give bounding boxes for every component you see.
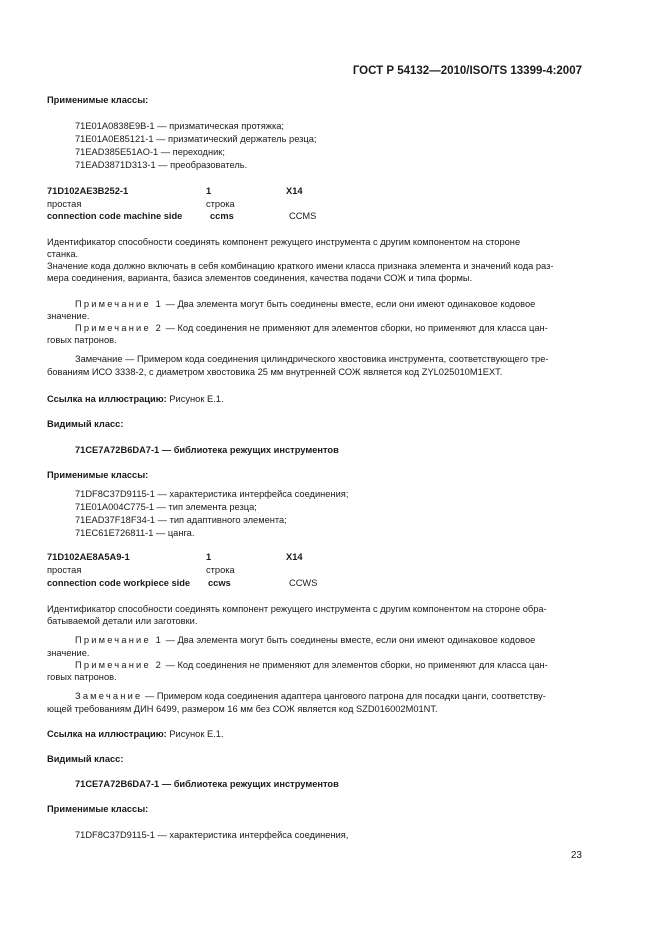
definition-line: мера соединения, варианта, базиса элементов соединения, качества подачи СОЖ и типа формы. xyxy=(47,273,473,283)
remark-text: — Примером кода соединения адаптера цангового патрона для посадки цанги, соответству- xyxy=(144,691,546,701)
property-symbol: CCWS xyxy=(289,578,318,588)
note-label: Примечание 2 xyxy=(75,323,163,333)
applicable-classes-heading: Применимые классы: xyxy=(47,804,149,814)
visible-class-heading: Видимый класс: xyxy=(47,419,124,429)
illustration-reference xyxy=(47,393,224,405)
note-text: — Два элемента могут быть соединены вместе, если они имеют одинаковое кодовое xyxy=(165,299,536,309)
note-1 xyxy=(75,298,535,310)
note-continuation: значение. xyxy=(47,648,90,658)
property-format: X14 xyxy=(286,552,303,562)
remark-label: Замечание xyxy=(75,354,123,364)
property-abbreviation: ccws xyxy=(208,578,231,588)
note-label: Примечание 1 xyxy=(75,635,163,645)
note-label: Примечание 2 xyxy=(75,660,163,670)
remark-text: — Примером кода соединения цилиндрического хвостовика инструмента, соответствующего тре- xyxy=(125,354,549,364)
class-list-item: 71EC61E726811-1 — цанга. xyxy=(75,528,195,538)
reference-value: Рисунок Е.1. xyxy=(169,394,224,404)
property-format: X14 xyxy=(286,186,303,196)
visible-class-heading: Видимый класс: xyxy=(47,754,124,764)
class-list-item: 71EAD37F18F34-1 — тип адаптивного элемента; xyxy=(75,515,287,525)
note-continuation: говых патронов. xyxy=(47,335,117,345)
property-abbreviation: ccms xyxy=(210,211,234,221)
definition-line: Идентификатор способности соединять компонент режущего инструмента с другим компонентом на стороне обра- xyxy=(47,604,547,614)
note-label: Примечание 1 xyxy=(75,299,163,309)
property-symbol: CCMS xyxy=(289,211,317,221)
document-header: ГОСТ Р 54132—2010/ISO/TS 13399-4:2007 xyxy=(352,65,582,77)
note-text: — Два элемента могут быть соединены вместе, если они имеют одинаковое кодовое xyxy=(165,635,536,645)
visible-class-value: 71CE7A72B6DA7-1 — библиотека режущих инструментов xyxy=(75,779,339,789)
applicable-classes-heading: Применимые классы: xyxy=(47,95,149,105)
class-list-item: 71EAD3871D313-1 — преобразователь. xyxy=(75,160,248,170)
remark xyxy=(75,353,548,365)
property-version: 1 xyxy=(206,552,212,562)
remark xyxy=(75,690,546,702)
reference-label: Ссылка на иллюстрацию: xyxy=(47,729,167,739)
class-list-item: 71E01A004C775-1 — тип элемента резца; xyxy=(75,502,257,512)
property-code: 71D102AE3B252-1 xyxy=(47,186,129,196)
property-datatype: строка xyxy=(206,565,235,575)
remark-label: Замечание xyxy=(75,691,143,701)
applicable-classes-heading: Применимые классы: xyxy=(47,470,149,480)
property-type: простая xyxy=(47,565,82,575)
remark-continuation: ющей требованиям ДИН 6499, размером 16 мм без СОЖ является код SZD016002M01NT. xyxy=(47,704,438,714)
definition-line: батываемой детали или заготовки. xyxy=(47,616,198,626)
remark-continuation: бованиям ИСО 3338-2, с диаметром хвостовика 25 мм внутренней СОЖ является код ZYL025010M1EXT. xyxy=(47,367,503,377)
note-2 xyxy=(75,659,548,671)
note-2 xyxy=(75,322,548,334)
illustration-reference xyxy=(47,728,224,740)
property-version: 1 xyxy=(206,186,212,196)
definition-line: Значение кода должно включать в себя комбинацию краткого имени класса признака элемента и значений кода раз- xyxy=(47,261,554,271)
property-code: 71D102AE8A5A9-1 xyxy=(47,552,130,562)
class-list-item: 71DF8C37D9115-1 — характеристика интерфейса соединения, xyxy=(75,830,349,840)
note-continuation: говых патронов. xyxy=(47,672,117,682)
class-list-item: 71DF8C37D9115-1 — характеристика интерфейса соединения; xyxy=(75,489,349,499)
reference-value: Рисунок Е.1. xyxy=(169,729,224,739)
class-list-item: 71E01A0838E9B-1 — призматическая протяжка; xyxy=(75,121,284,131)
property-name: connection code workpiece side xyxy=(47,578,191,588)
note-1 xyxy=(75,634,535,646)
definition-line: станка. xyxy=(47,249,79,259)
class-list-item: 71E01A0E85121-1 — призматический держатель резца; xyxy=(75,134,317,144)
property-name: connection code machine side xyxy=(47,211,183,221)
reference-label: Ссылка на иллюстрацию: xyxy=(47,394,167,404)
property-type: простая xyxy=(47,199,82,209)
note-text: — Код соединения не применяют для элементов сборки, но применяют для класса цан- xyxy=(165,323,548,333)
page-number: 23 xyxy=(570,850,582,861)
definition-line: Идентификатор способности соединять компонент режущего инструмента с другим компонентом на стороне xyxy=(47,237,521,247)
note-text: — Код соединения не применяют для элементов сборки, но применяют для класса цан- xyxy=(165,660,548,670)
class-list-item: 71EAD385E51AO-1 — переходник; xyxy=(75,147,225,157)
note-continuation: значение. xyxy=(47,311,90,321)
visible-class-value: 71CE7A72B6DA7-1 — библиотека режущих инструментов xyxy=(75,445,339,455)
property-datatype: строка xyxy=(206,199,235,209)
